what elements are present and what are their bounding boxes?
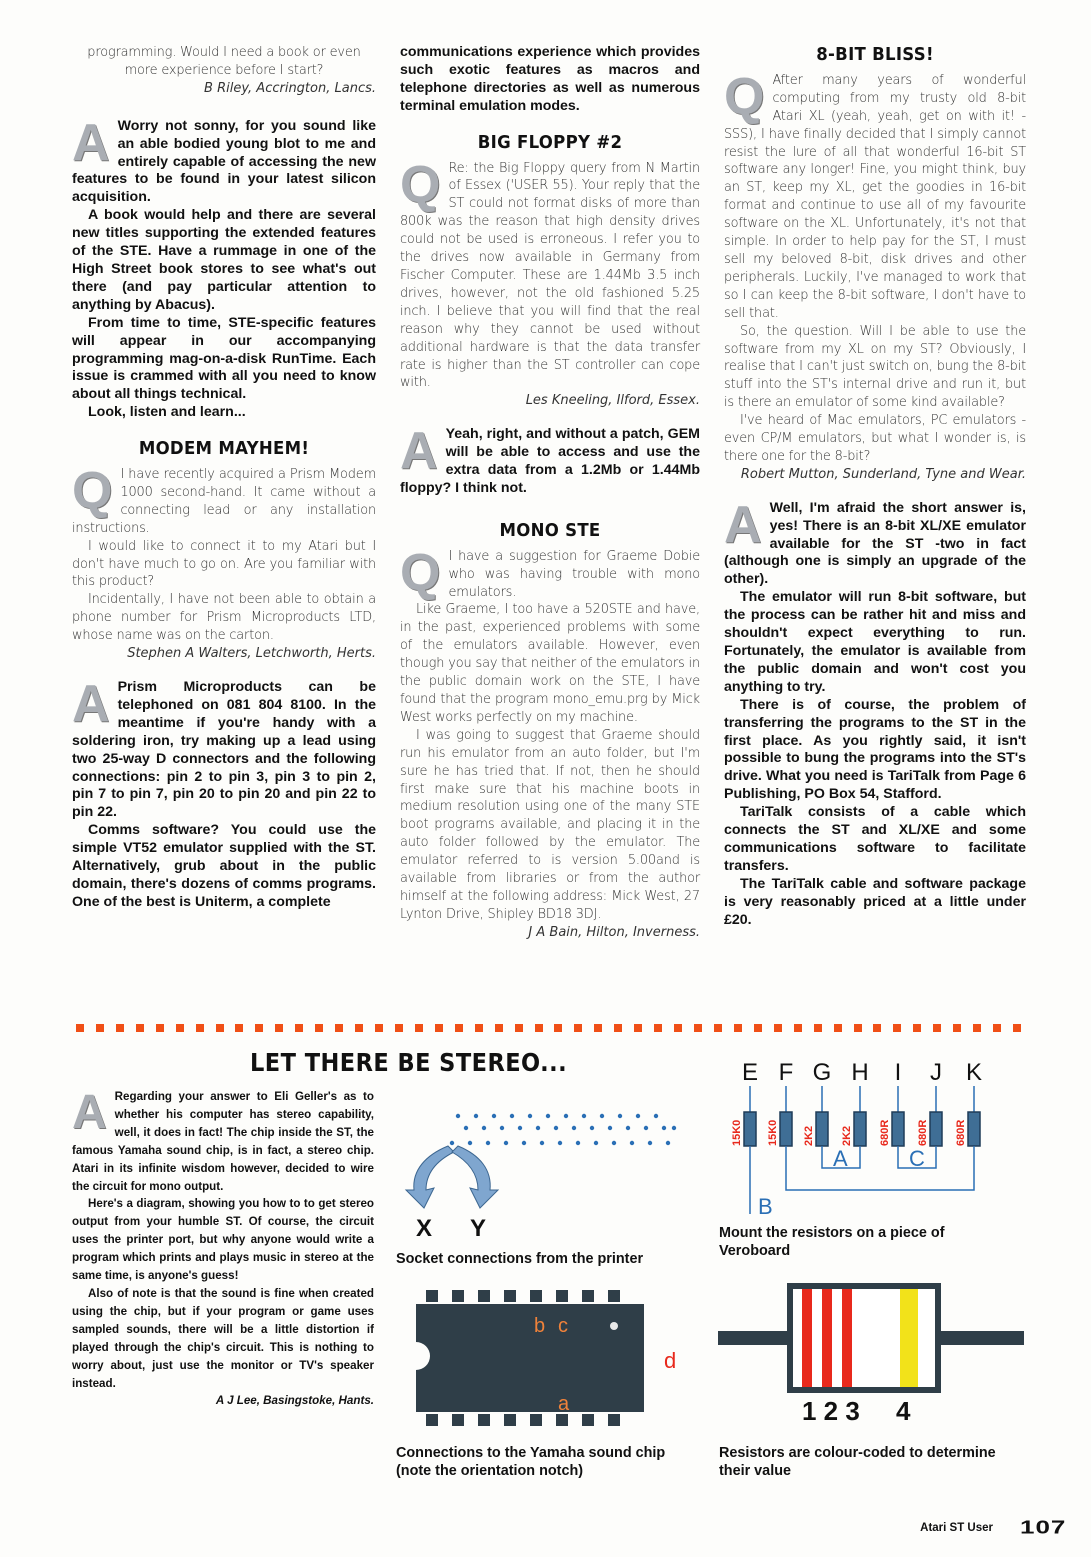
question-paragraph: Like Graeme, I too have a 520STE and have, in the past, experienced problems with some of the emulators available. However, even though you say that neither of the emulators in the public domain work on the STE, I have found that the program mono_emu.prg by Mick West works perfectly on my machine. xyxy=(400,602,700,725)
resistor-letter-i: I xyxy=(894,1059,902,1086)
divider-dot xyxy=(76,1024,84,1032)
chip-pin-b-label: b xyxy=(534,1315,546,1337)
resistor-value-label: 2K2 xyxy=(803,1125,815,1146)
resistor-body xyxy=(744,1112,756,1146)
resistor-letter-f: F xyxy=(778,1059,794,1086)
question-signature: Les Kneeling, Ilford, Essex. xyxy=(525,393,700,409)
band-numbers: 1 2 3 4 xyxy=(802,1396,911,1426)
divider-dot xyxy=(235,1024,243,1032)
connection-a-label: A xyxy=(833,1146,848,1171)
question-paragraph: So, the question. Will I be able to use the software from my XL on my ST? Obviously, I realise that I can't just switch on, bung the 8-bit stuff into the ST's internal drive and run it, but is there an emulator of some kind available? xyxy=(724,323,1026,411)
divider-dot xyxy=(455,1024,463,1032)
section-heading-modem: MODEM MAYHEM! xyxy=(138,438,310,460)
arrow-x-icon xyxy=(406,1146,454,1208)
divider-dot xyxy=(694,1024,702,1032)
answer-drop-cap: A xyxy=(72,113,110,172)
divider-dot xyxy=(216,1024,224,1032)
resistor-value-label: 15K0 xyxy=(731,1119,743,1146)
divider-dot xyxy=(574,1024,582,1032)
divider-dot xyxy=(535,1024,543,1032)
resistor-letter-h: H xyxy=(851,1059,869,1086)
stereo-paragraph: Also of note is that the sound is fine when created using the chip, but if your program or game uses sampled sounds, there will be a little distortion if played through the chip's circuit. This is nothing to worry about, just use the monitor or TV's speaker instead. xyxy=(72,1286,374,1390)
question-drop-cap: Q xyxy=(400,543,441,602)
question-paragraph: I would like to connect it to my Atari but I don't have much to go on. Are you familiar with this product? xyxy=(72,538,376,590)
divider-dot xyxy=(993,1024,1001,1032)
socket-caption: Socket connections from the printer xyxy=(396,1251,644,1267)
divider-dot xyxy=(295,1024,303,1032)
divider-dot xyxy=(913,1024,921,1032)
divider-dot xyxy=(375,1024,383,1032)
divider-dot xyxy=(594,1024,602,1032)
divider-dot xyxy=(156,1024,164,1032)
answer-paragraph: Yeah, right, and without a patch, GEM will be able to access and use the extra data from a 1.2Mb or 1.44Mb floppy? I think not. xyxy=(400,426,700,496)
section-divider xyxy=(76,1024,1021,1032)
colour-band-2 xyxy=(822,1289,832,1387)
colour-band-3 xyxy=(842,1289,852,1387)
question-signature: J A Bain, Hilton, Inverness. xyxy=(528,924,700,940)
divider-dot xyxy=(774,1024,782,1032)
divider-dot xyxy=(654,1024,662,1032)
divider-dot xyxy=(873,1024,881,1032)
intro-question: programming. Would I need a book or even more experience before I start? xyxy=(87,45,361,78)
resistor-body xyxy=(968,1112,980,1146)
answer-drop-cap: A xyxy=(72,675,110,733)
divider-dot xyxy=(893,1024,901,1032)
resistor-value-label: 680R xyxy=(879,1119,891,1146)
answer-paragraph: Comms software? You could use the simple VT52 emulator supplied with the ST. Alternatively, grub about in the public domain, there's dozens of comms programs. One of the best is Uniterm, a complete xyxy=(72,822,376,910)
divider-dot xyxy=(714,1024,722,1032)
divider-dot xyxy=(136,1024,144,1032)
orientation-notch-icon xyxy=(610,1322,618,1330)
chip-pin-d-label: d xyxy=(664,1348,677,1373)
resistor-value-label: 15K0 xyxy=(767,1119,779,1146)
question-drop-cap: Q xyxy=(400,155,441,214)
chip-pin-c-label: c xyxy=(558,1315,568,1337)
divider-dot xyxy=(674,1024,682,1032)
answer-paragraph: The emulator will run 8-bit software, but the process can be rather hit and miss and shouldn't expect everything to run. Fortunately, the emulator is available from the public domain and won't cost you anything to try. xyxy=(724,589,1026,695)
divider-dot xyxy=(255,1024,263,1032)
answer-drop-cap: A xyxy=(400,422,438,481)
divider-dot xyxy=(953,1024,961,1032)
divider-dot xyxy=(435,1024,443,1032)
section-heading-8bit: 8-BIT BLISS! xyxy=(816,44,934,65)
colour-band-4 xyxy=(900,1289,918,1387)
page-number: 107 xyxy=(1020,1516,1067,1538)
connection-b-label: B xyxy=(758,1194,773,1218)
footer-magazine-name: Atari ST User xyxy=(920,1522,993,1534)
question-paragraph: I have recently acquired a Prism Modem 1000 second-hand. It came without a connecting lead or any installation instructions. xyxy=(72,467,376,536)
divider-dot xyxy=(973,1024,981,1032)
divider-dot xyxy=(196,1024,204,1032)
section-heading-floppy: BIG FLOPPY #2 xyxy=(477,131,623,153)
column-1 xyxy=(72,44,376,912)
continued-answer: communications experience which provides such exotic features as macros and telephone directories as well as numerous terminal emulation modes. xyxy=(400,44,700,114)
chip-body xyxy=(416,1304,644,1412)
divider-dot xyxy=(475,1024,483,1032)
answer-paragraph: Worry not sonny, for you sound like an able bodied young blot to me and entirely capable of accessing the new features to be found in your latest silicon acquisition. xyxy=(72,117,376,206)
answer-paragraph: Well, I'm afraid the short answer is, yes! There is an 8-bit XL/XE emulator available for the ST -two in fact (although one is simply an upgrade of the other). xyxy=(724,499,1026,588)
resistor-letter-g: G xyxy=(812,1059,832,1086)
question-paragraph: I was going to suggest that Graeme should run his emulator from an auto folder, but I'm sure he has tried that. If not, then he should first make sure that his machine boots in medium resolution using one of the many STE boot programs available, and placing it in the auto folder followed by the emulator. The emulator referred to is version 5.00and is available from libraries or from the author himself at the following address: Mick West, 27 Lynton Drive, Shipley BD18 3DJ. xyxy=(400,727,700,922)
divider-dot xyxy=(1013,1024,1021,1032)
intro-signature: B Riley, Accrington, Lancs. xyxy=(204,80,376,96)
divider-dot xyxy=(355,1024,363,1032)
resistor-body xyxy=(892,1112,904,1146)
question-paragraph: I've heard of Mac emulators, PC emulators - even CP/M emulators, but what I wonder is, is there one for the 8-bit? xyxy=(724,413,1026,464)
yamaha-chip-diagram xyxy=(408,1284,698,1434)
answer-paragraph: A book would help and there are several new titles supporting the extended features of the STE. Have a rummage in one of the High Street book stores to see what's out there (and pay particular attention to anything by Abacus). xyxy=(72,207,376,313)
stereo-paragraph: Here's a diagram, showing you how to to get stereo output from your humble ST. Of course, the circuit uses the printer port, but why anyone would write a program which prints and plays music in stereo at the same time, is anyone's guess! xyxy=(72,1197,374,1283)
divider-dot xyxy=(814,1024,822,1032)
resistor-network-diagram xyxy=(724,1056,1024,1218)
divider-dot xyxy=(96,1024,104,1032)
divider-dot xyxy=(515,1024,523,1032)
stereo-signature: A J Lee, Basingstoke, Hants. xyxy=(215,1394,374,1408)
answer-paragraph: The TariTalk cable and software package is very reasonably priced at a little under £20. xyxy=(724,875,1026,928)
divider-dot xyxy=(794,1024,802,1032)
divider-dot xyxy=(395,1024,403,1032)
resistor-colour-code-diagram xyxy=(718,1278,1024,1428)
answer-paragraph: Prism Microproducts can be telephoned on 081 804 8100. In the meantime if you're handy with a soldering iron, try making up a lead using two 25-way D connectors and the following connections: pin 2 to pin 3, pin 3 to pin 2, pin 7 to pin 7, pin 20 to pin 20 and pin 22 to pin 22. xyxy=(72,679,376,821)
divider-dot xyxy=(415,1024,423,1032)
question-paragraph: Re: the Big Floppy query from N Martin of Essex ('USER 55). Your reply that the ST could not format disks of more than 800k was the reason that high density drives could not be used is erroneous. I refer you to the drives now available in Germany from Fischer Computer. These are 1.44Mb 3.5 inch drives, however, not the old fashioned 5.25 inch. I believe that you will find that the real reason why they cannot be used without additional hardware is that the data transfer rate is higher than the ST controller can cope with. xyxy=(400,160,700,391)
resistor-letter-e: E xyxy=(741,1059,759,1086)
divider-dot xyxy=(754,1024,762,1032)
socket-x-label: X xyxy=(416,1215,433,1242)
column-2 xyxy=(400,44,700,942)
resistor-mount-caption: Mount the resistors on a piece of Veroboard xyxy=(719,1225,945,1259)
socket-diagram xyxy=(396,1110,696,1250)
section-heading-mono: MONO STE xyxy=(499,519,601,541)
resistor-body xyxy=(780,1112,792,1146)
colour-band-1 xyxy=(802,1289,812,1387)
resistor-letter-k: K xyxy=(965,1059,983,1086)
stereo-letter xyxy=(72,1088,374,1410)
chip-pin-a-label: a xyxy=(558,1393,570,1415)
chip-caption: Connections to the Yamaha sound chip (note the orientation notch) xyxy=(396,1445,666,1479)
question-paragraph: After many years of wonderful computing from my trusty old 8-bit Atari XL (yeah, yeah, get on with it! - SSS), I have finally decided that I simply cannot resist the lure of all that wonderful 16-bit ST software any longer! Fine, you might think, buy an ST, keep my XL, get the goodies in 16-bit format and continue to use all of my favourite software on the XL. Unfortunately, it's not that simple. In order to help pay for the ST, I must sell my beloved 8-bit, disk drives and other peripherals. Luckily, I've managed to work that so I can keep the 8-bit software, I don't have to sell that. xyxy=(724,72,1026,321)
divider-dot xyxy=(734,1024,742,1032)
colour-code-caption: Resistors are colour-coded to determine their value xyxy=(719,1445,996,1479)
answer-paragraph: From time to time, STE-specific features will appear in our accompanying programming mag-on-a-disk RunTime. Each issue is crammed with all you need to know about all things technical. xyxy=(72,314,376,403)
divider-dot xyxy=(495,1024,503,1032)
question-signature: Stephen A Walters, Letchworth, Herts. xyxy=(127,646,376,662)
divider-dot xyxy=(554,1024,562,1032)
resistor-value-label: 2K2 xyxy=(841,1125,853,1146)
resistor-body xyxy=(816,1112,828,1146)
socket-y-label: Y xyxy=(470,1215,487,1242)
resistor-body xyxy=(930,1112,942,1146)
answer-paragraph: TariTalk consists of a cable which connects the ST and XL/XE and some communications software to facilitate transfers. xyxy=(724,804,1026,874)
question-drop-cap: Q xyxy=(72,462,113,521)
divider-dot xyxy=(634,1024,642,1032)
divider-dot xyxy=(335,1024,343,1032)
divider-dot xyxy=(854,1024,862,1032)
stereo-paragraph: Regarding your answer to Eli Geller's as to whether his computer has stereo capability, well, it does in fact! The chip inside the ST, the famous Yamaha sound chip, is in fact, a stereo chip. Atari in its infinite wisdom however, decided to wire the circuit for mono output. xyxy=(72,1090,374,1193)
stereo-title: LET THERE BE STEREO... xyxy=(250,1048,568,1077)
answer-drop-cap: A xyxy=(72,1086,107,1139)
connection-c-label: C xyxy=(909,1146,925,1171)
divider-dot xyxy=(176,1024,184,1032)
divider-dot xyxy=(275,1024,283,1032)
answer-paragraph: Look, listen and learn... xyxy=(88,404,246,421)
question-signature: Robert Mutton, Sunderland, Tyne and Wear. xyxy=(740,466,1026,482)
question-drop-cap: Q xyxy=(724,67,765,126)
resistor-value-label: 680R xyxy=(917,1119,929,1146)
question-paragraph: I have a suggestion for Graeme Dobie who was having trouble with mono emulators. xyxy=(448,548,700,600)
arrow-y-icon xyxy=(452,1146,498,1208)
answer-drop-cap: A xyxy=(724,495,762,554)
question-paragraph: Incidentally, I have not been able to obtain a phone number for Prism Microproducts LTD, whose name was on the carton. xyxy=(72,592,376,644)
answer-paragraph: There is of course, the problem of transferring the programs to the ST in the first place. As you rightly said, it isn't possible to bung the programs into the ST's drive. What you need is TariTalk from Page 6 Publishing, PO Box 54, Stafford. xyxy=(724,696,1026,803)
divider-dot xyxy=(834,1024,842,1032)
resistor-letter-j: J xyxy=(930,1059,942,1086)
divider-dot xyxy=(116,1024,124,1032)
resistor-body xyxy=(854,1112,866,1146)
divider-dot xyxy=(933,1024,941,1032)
column-3 xyxy=(724,30,1026,930)
resistor-value-label: 680R xyxy=(955,1119,967,1146)
divider-dot xyxy=(315,1024,323,1032)
divider-dot xyxy=(614,1024,622,1032)
